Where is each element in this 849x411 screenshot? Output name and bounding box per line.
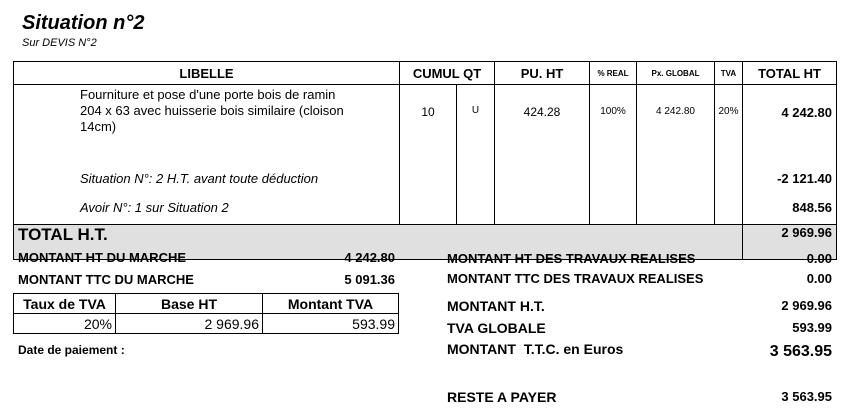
col-px-global: Px. GLOBAL (637, 62, 715, 85)
reste-a-payer-label: RESTE A PAYER (447, 389, 557, 405)
reste-a-payer-value: 3 563.95 (781, 389, 832, 404)
situation-table (13, 61, 837, 260)
item-line-1: Fourniture et pose d'une porte bois de ramin (80, 87, 336, 102)
tva-header-row (14, 294, 399, 314)
montant-ttc-value: 3 563.95 (769, 343, 832, 360)
item-line-3: 14cm) (80, 119, 117, 134)
item-tva: 20% (715, 85, 743, 167)
item-libelle (14, 85, 400, 167)
montant-ht-label: MONTANT H.T. (447, 298, 545, 314)
col-libelle: LIBELLE (14, 62, 400, 85)
tva-taux: 20% (14, 314, 116, 334)
total-ht-label: TOTAL H.T. (14, 225, 743, 260)
date-paiement-label: Date de paiement : (18, 343, 125, 357)
item-pu: 424.28 (495, 85, 590, 167)
table-row (14, 197, 837, 225)
montant-ht-marche-value: 4 242.80 (344, 250, 395, 265)
tva-col-montant: Montant TVA (263, 294, 399, 314)
tva-base: 2 969.96 (116, 314, 263, 334)
item-px-global: 4 242.80 (637, 85, 715, 167)
montant-ht-value: 2 969.96 (781, 298, 832, 313)
table-row (14, 166, 837, 197)
tva-col-taux: Taux de TVA (14, 294, 116, 314)
montant-ttc-marche-label: MONTANT TTC DU MARCHE (18, 272, 194, 287)
table-row (14, 85, 837, 167)
montant-ttc-marche-value: 5 091.36 (344, 272, 395, 287)
col-pu-ht: PU. HT (495, 62, 590, 85)
item-pct: 100% (590, 85, 637, 167)
col-pct-real: % REAL (590, 62, 637, 85)
item-unit: U (457, 85, 495, 167)
deduction-total: -2 121.40 (743, 166, 837, 197)
col-total-ht: TOTAL HT (743, 62, 837, 85)
avoir-label: Avoir N°: 1 sur Situation 2 (14, 197, 400, 225)
montant-ttc-label: MONTANT T.T.C. en Euros (447, 341, 624, 357)
col-tva: TVA (715, 62, 743, 85)
tva-globale-value: 593.99 (792, 320, 832, 335)
table-header-row (14, 62, 837, 85)
ttc-travaux-value: 0.00 (806, 271, 832, 286)
ht-travaux-value: 0.00 (806, 251, 832, 266)
tva-montant: 593.99 (263, 314, 399, 334)
col-cumul-qt: CUMUL QT (400, 62, 495, 85)
tva-col-base: Base HT (116, 294, 263, 314)
document-title: Situation n°2 (22, 12, 145, 34)
tva-globale-label: TVA GLOBALE (447, 320, 546, 336)
document-subtitle: Sur DEVIS N°2 (22, 37, 97, 49)
item-qty: 10 (400, 85, 457, 167)
avoir-total: 848.56 (743, 197, 837, 225)
tva-row (14, 314, 399, 334)
montant-ht-marche-label: MONTANT HT DU MARCHE (18, 250, 187, 265)
deduction-label: Situation N°: 2 H.T. avant toute déduction (14, 166, 400, 197)
ttc-travaux-label: MONTANT TTC DES TRAVAUX REALISES (447, 271, 704, 286)
tva-table (13, 293, 399, 334)
ht-travaux-label: MONTANT HT DES TRAVAUX REALISES (447, 251, 696, 266)
total-ht-value: 2 969.96 (743, 225, 837, 260)
item-total: 4 242.80 (743, 85, 837, 167)
item-line-2: 204 x 63 avec huisserie bois similaire (cloison (80, 103, 344, 118)
